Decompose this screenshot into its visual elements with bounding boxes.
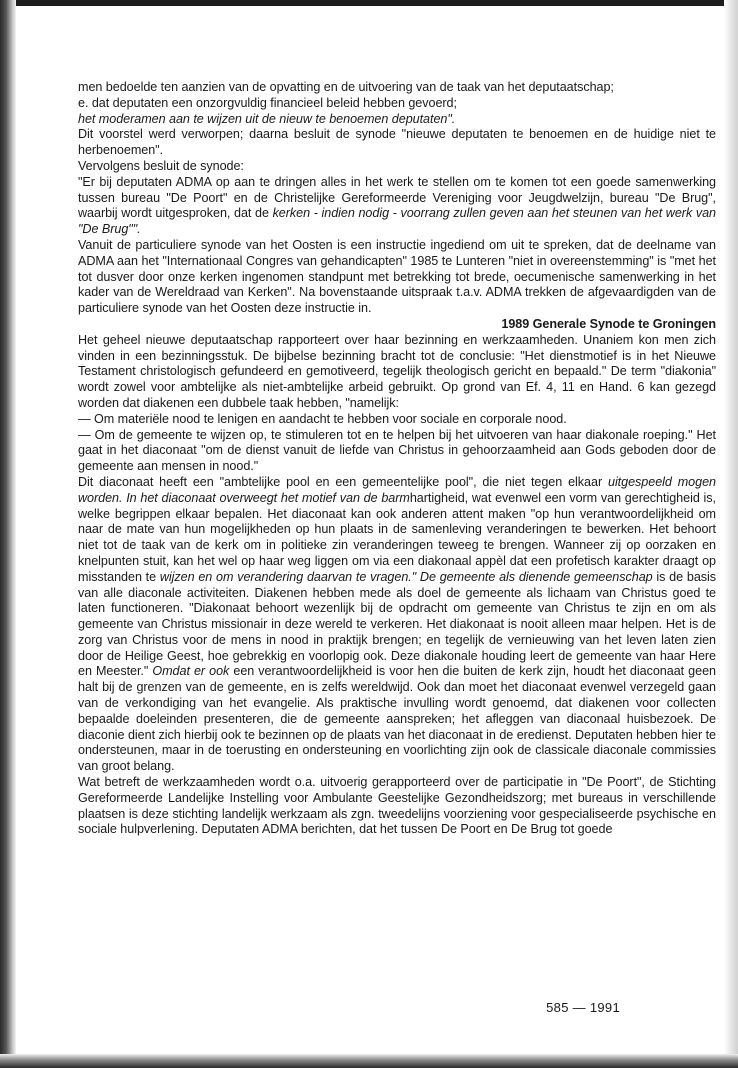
diaconate-text-1: Dit diaconaat heeft een "ambtelijke pool en een gemeentelijke pool", die niet tegen elkaar xyxy=(78,474,608,489)
diaconate-italic-3: Omdat er ook xyxy=(152,664,230,679)
page-number: 585 — 1991 xyxy=(546,1000,620,1015)
diaconate-italic-1: uitgespeeld mogen worden. In het diaconaat overweegt het motief van de barm xyxy=(78,474,716,505)
paragraph-proposal-rejected: Dit voorstel werd verworpen; daarna besluit de synode "nieuwe deputaten te benoemen en de huidige niet te herbenoemen". xyxy=(78,127,716,158)
diaconate-text-2: hartigheid, wat evenwel een vorm van gerechtigheid is, welke begrippen elkaar bepalen. Het diaconaat kan ook anderen attent maken "op hun verantwoordelijkheid om naar de mate van hun mogelijkheden op hun plaats in de samenleving veranderingen te bewerken. Het behoort niet tot de taak van de kerk om in politieke zin veranderingen teweeg te brengen. Wanneer zij op oorzaken en knelpunten stuit, kan het wel op haar weg liggen om via een diakonaal appèl dat een profetisch karakter draagt op misstanden te xyxy=(78,490,716,584)
moderamen-italic: het moderamen aan te wijzen uit de nieuw te benoemen deputaten". xyxy=(78,111,456,126)
page-edge-bottom xyxy=(0,1054,738,1068)
diaconate-text-4: een verantwoordelijkheid is voor hen die buiten de kerk zijn, houdt het diaconaat geen halt bij de grenzen van de gemeente, en is zelfs wereldwijd. Ook dan moet het diaconaat evenwel verzegeld gaan van de verkondiging van het evangelie. Als praktische invulling wordt genoemd, dat diakenen voor collecten bepaalde doeleinden presenteren, die de gemeente aanspreken; het afleggen van diaconaal huisbezoek. De diaconie dient zich hierbij ook te bezinnen op de plaats van het diaconaat in de eredienst. Deputaten hebben hier te ondersteunen, maar in de toerusting en ondersteuning en voorlichting zijn ook de classicale diaconale commissies van groot belang. xyxy=(78,664,716,774)
paragraph-deputaatschap: Het geheel nieuwe deputaatschap rapporteert over haar bezinning en werkzaamheden. Unaniem kon men zich vinden in een bezinningsstuk. De bijbelse bezinning bracht tot de conclusie: "Het dienstmotief is in het Nieuwe Testament christologisch gefundeerd en gemotiveerd, tegelijk theologisch gericht en bepaald." De term "diakonia" wordt zowel voor ambtelijke als niet-ambtelijke arbeid gebruikt. Op grond van Ef. 4, 11 en Hand. 6 kan gezegd worden dat diakenen een dubbele taak hebben, "namelijk: xyxy=(78,332,716,410)
diaconate-italic-2: wijzen en om verandering daarvan te vragen." De gemeente als dienende gemeenschap xyxy=(159,569,653,584)
adma-cooperation-text: "Er bij deputaten ADMA op aan te dringen alles in het werk te stellen om te komen tot een goede samenwerking tussen bureau "De Poort" en de Christelijke Gereformeerde Vereniging voor Jeugdwelzijn, bureau "De Brug", waarbij wordt uitgesproken, dat de xyxy=(78,174,716,221)
paragraph-synod-decides: Vervolgens besluit de synode: xyxy=(78,158,244,173)
paragraph-moderamen xyxy=(78,112,716,128)
paragraph-point-e: e. dat deputaten een onzorgvuldig financieel beleid hebben gevoerd; xyxy=(78,95,457,110)
paragraph-work-activities: Wat betreft de werkzaamheden wordt o.a. uitvoerig gerapporteerd over de participatie in "De Poort", de Stichting Gereformeerde Landelijke Instelling voor Ambulante Geestelijke Gezondheidszorg; met bureaus in verschillende plaatsen is deze stichting landelijk werkzaam als zgn. tweedelijns voorziening voor gespecialiseerde psychische en sociale hulpverlening. Deputaten ADMA berichten, dat het tussen De Poort en De Brug tot goede xyxy=(78,775,716,837)
paragraph-congregation-calling: — Om de gemeente te wijzen op, te stimuleren tot en te helpen bij het uitvoeren van haar diakonale roeping." Het gaat in het diaconaat "om de dienst vanuit de liefde van Christus in gehoorzaamheid aan Gods geboden door de gemeente aan mensen in nood." xyxy=(78,427,716,474)
diaconate-text-3: is de basis van alle diaconale activiteiten. Diakenen hebben mede als doel de gemeente als lichaam van Christus goed te laten functioneren. "Diakonaat behoort wezenlijk bij de opdracht om gemeente van Christus te zijn en om als gemeente van Christus missionair in deze wereld te verkeren. Het diakonaat is nooit alleen maar helpen. Het is de zorg van Christus voor de mens in nood in praktijk brengen; en tegelijk de vernieuwing van het leven laten zien door de Heilige Geest, hoe gebrekkig en voorlopig ook. Deze diakonale houding leert de gemeente van haar Here en Meester." xyxy=(78,569,717,679)
adma-cooperation-italic: kerken - indien nodig - voorrang zullen geven aan het steunen van het werk van "De Brug"". xyxy=(78,206,716,237)
page-edge-top xyxy=(0,0,738,6)
page-edge-right xyxy=(724,0,738,1068)
paragraph-diaconate xyxy=(78,475,716,775)
section-heading: 1989 Generale Synode te Groningen xyxy=(501,316,716,331)
paragraph-instruction-east: Vanuit de particuliere synode van het Oosten is een instructie ingediend om uit te spreken, dat de deelname van ADMA aan het "Internationaal Congres van gehandicapten" 1985 te Lunteren "niet in overeenstemming" is "met het tot dusver door onze kerken ingenomen standpunt met betrekking tot brede, oecumenische samenwerking in het kader van de Wereldraad van Kerken". Na bovenstaande uitspraak t.a.v. ADMA trekken de afgevaardigden van de particuliere synode van het Oosten deze instructie in. xyxy=(78,237,716,316)
paragraph-continued: men bedoelde ten aanzien van de opvatting en de uitvoering van de taak van het deputaatschap; xyxy=(78,80,614,94)
paragraph-adma-cooperation xyxy=(78,175,716,238)
paragraph-material-need: — Om materiële nood te lenigen en aandacht te hebben voor sociale en corporale nood. xyxy=(78,411,567,426)
page-edge-left xyxy=(0,0,16,1068)
text-column xyxy=(78,80,716,838)
